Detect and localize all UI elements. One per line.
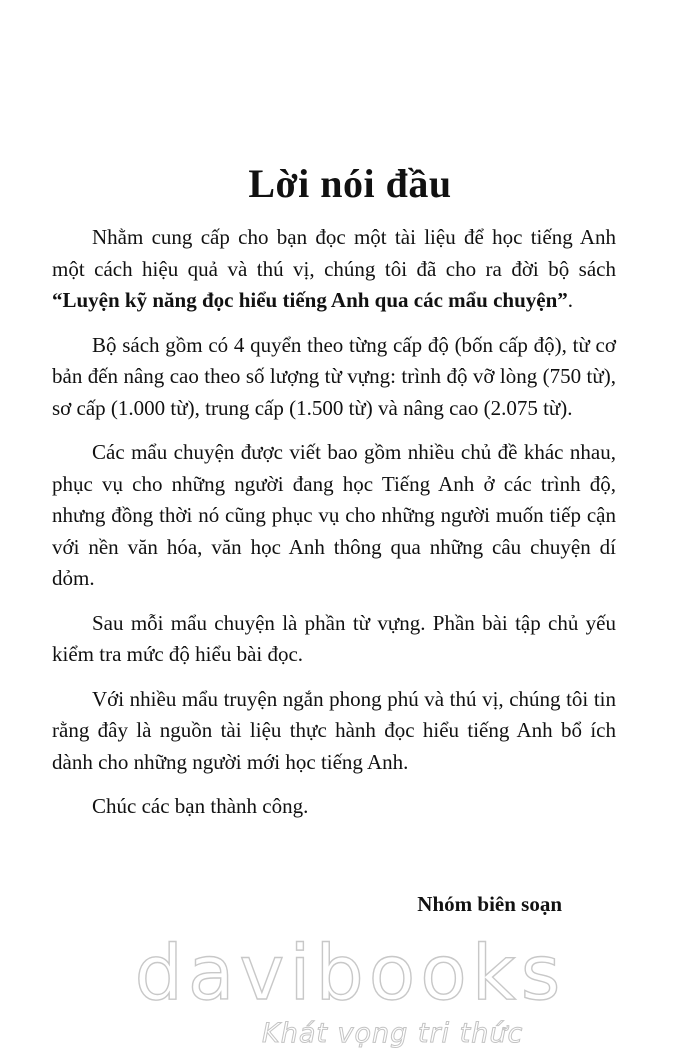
paragraph-structure: Sau mỗi mẩu chuyện là phần từ vựng. Phần bài tập chủ yếu kiểm tra mức độ hiểu bài đọc. xyxy=(52,610,616,666)
brand-watermark: davibooks xyxy=(134,928,566,1017)
brand-tagline: Khát vọng tri thức xyxy=(262,1018,524,1049)
paragraph-closing: Chúc các bạn thành công. xyxy=(92,794,309,818)
paragraph-intro-text: Nhằm cung cấp cho bạn đọc một tài liệu để học tiếng Anh một cách hiệu quả và thú vị, chúng tôi đã cho ra đời bộ sách xyxy=(52,225,616,281)
paragraph-intro-end: . xyxy=(567,288,574,312)
paragraph-topics: Các mẩu chuyện được viết bao gồm nhiều chủ đề khác nhau, phục vụ cho những người đang học Tiếng Anh ở các trình độ, nhưng đồng thời nó cũng phục vụ cho những người muốn tiếp cận với nền văn hóa, văn học Anh thông qua những câu chuyện dí dỏm. xyxy=(52,440,616,590)
author-signature: Nhóm biên soạn xyxy=(417,892,562,916)
page-title: Lời nói đầu xyxy=(248,161,452,206)
paragraph-levels: Bộ sách gồm có 4 quyển theo từng cấp độ (bốn cấp độ), từ cơ bản đến nâng cao theo số lượng từ vựng: trình độ vỡ lòng (750 từ), sơ cấp (1.000 từ), trung cấp (1.500 từ) và nâng cao (2.075 từ). xyxy=(52,332,616,420)
preface-body xyxy=(52,222,616,836)
paragraph-intro xyxy=(52,222,616,317)
book-series-title: “Luyện kỹ năng đọc hiểu tiếng Anh qua các mẩu chuyện” xyxy=(52,288,568,312)
paragraph-value: Với nhiều mẩu truyện ngắn phong phú và thú vị, chúng tôi tin rằng đây là nguồn tài liệu thực hành đọc hiểu tiếng Anh bổ ích dành cho những người mới học tiếng Anh. xyxy=(52,686,616,774)
